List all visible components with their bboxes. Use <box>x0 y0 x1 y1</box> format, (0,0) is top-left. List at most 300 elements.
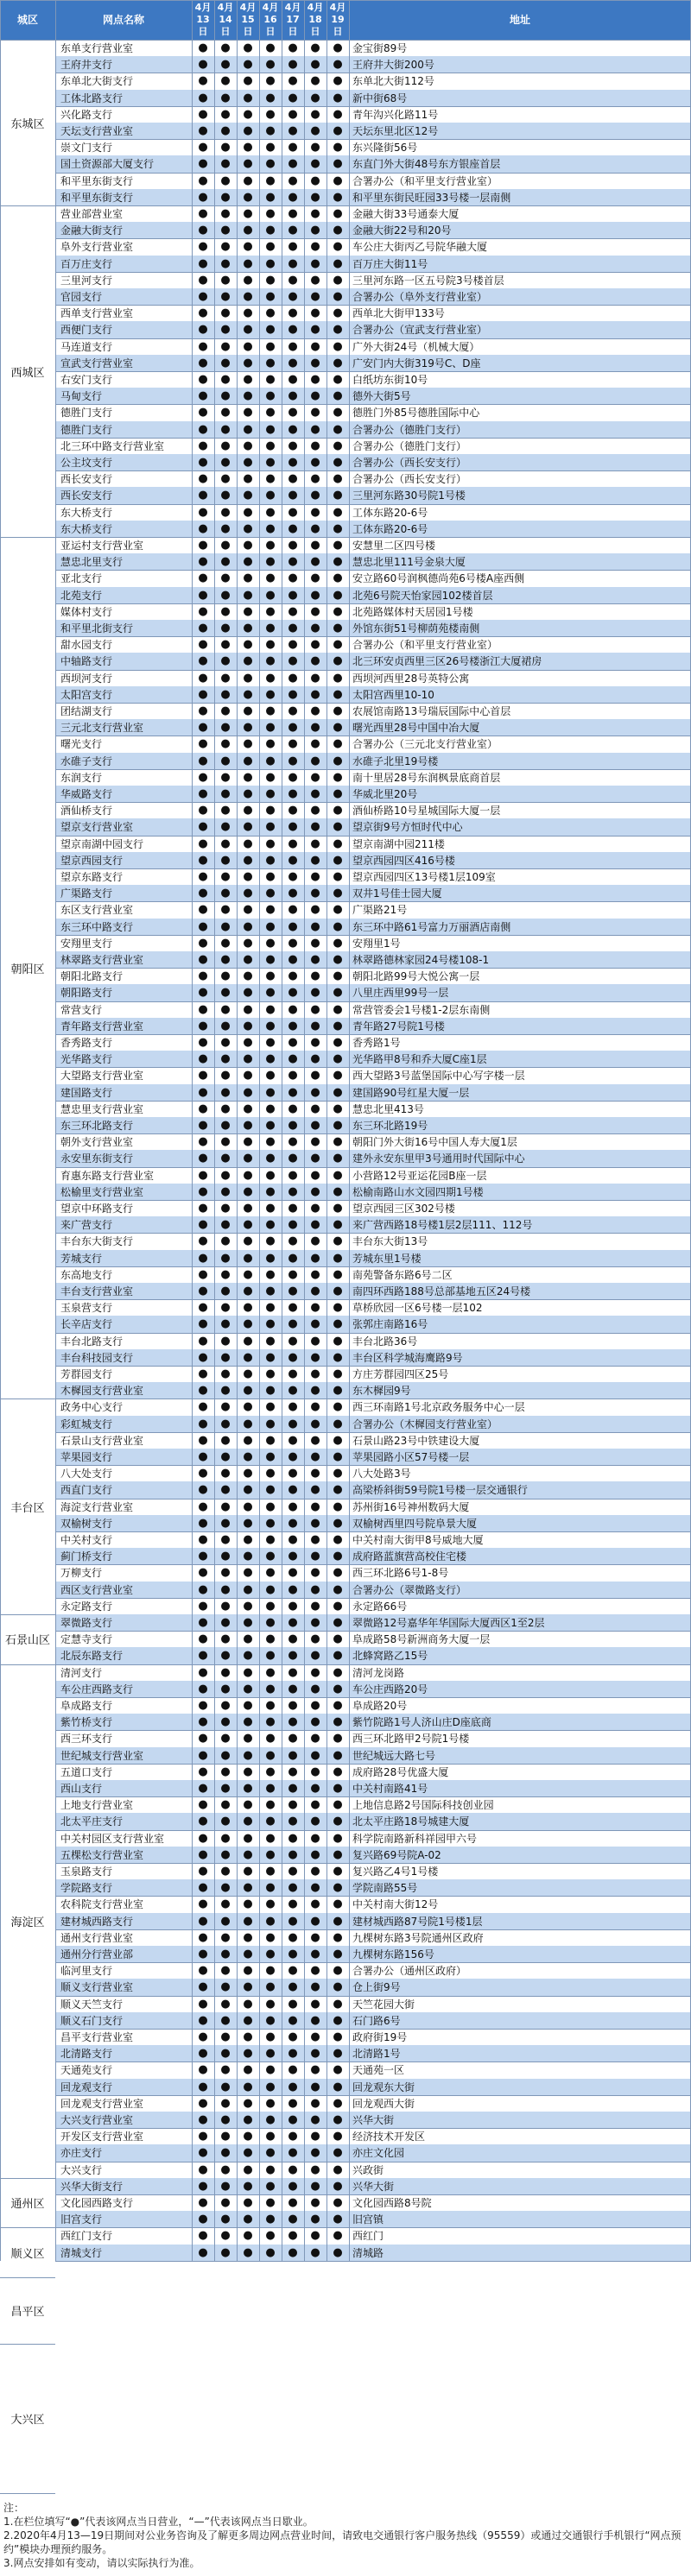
branch-name: 水碓子支行 <box>60 754 113 767</box>
open-mark: ● <box>243 1732 253 1746</box>
open-mark: ● <box>310 588 320 602</box>
branch-address: 西大望路3号蓝堡国际中心写字楼一层 <box>352 1070 525 1083</box>
open-mark: ● <box>265 671 276 685</box>
open-mark: ● <box>288 903 298 917</box>
branch-name: 光华路支行 <box>60 1053 113 1066</box>
open-mark: ● <box>310 356 320 369</box>
open-mark: ● <box>198 1317 208 1331</box>
open-mark: ● <box>265 588 276 602</box>
open-mark: ● <box>265 919 276 933</box>
open-mark: ● <box>220 1798 231 1812</box>
open-mark: ● <box>198 290 208 304</box>
open-mark: ● <box>310 1847 320 1861</box>
open-mark: ● <box>288 1599 298 1613</box>
open-mark: ● <box>243 1135 253 1149</box>
open-mark: ● <box>220 1384 231 1398</box>
open-mark: ● <box>288 356 298 369</box>
open-mark: ● <box>220 290 231 304</box>
open-mark: ● <box>198 91 208 104</box>
open-mark: ● <box>333 1168 343 1182</box>
branch-name: 慧忠北里支行 <box>60 556 124 569</box>
branch-name: 丰台北路支行 <box>60 1335 124 1348</box>
branch-name: 中关村支行 <box>60 1534 113 1547</box>
open-mark: ● <box>243 1119 253 1133</box>
open-mark: ● <box>198 853 208 867</box>
open-mark: ● <box>333 273 343 287</box>
open-mark: ● <box>265 141 276 155</box>
open-mark: ● <box>333 903 343 917</box>
open-mark: ● <box>333 1367 343 1381</box>
branch-address: 合署办公（通州区政府） <box>352 1965 467 1978</box>
open-mark: ● <box>333 1616 343 1630</box>
header-district: 城区 <box>0 0 55 40</box>
open-mark: ● <box>265 2096 276 2110</box>
open-mark: ● <box>333 2229 343 2243</box>
open-mark: ● <box>220 1566 231 1580</box>
open-mark: ● <box>198 1782 208 1796</box>
branch-name: 昌平支行营业室 <box>60 2031 134 2044</box>
open-mark: ● <box>333 986 343 1000</box>
open-mark: ● <box>198 207 208 221</box>
open-mark: ● <box>310 1748 320 1762</box>
open-mark: ● <box>220 2196 231 2210</box>
open-mark: ● <box>243 406 253 420</box>
open-mark: ● <box>310 853 320 867</box>
open-mark: ● <box>265 887 276 900</box>
open-mark: ● <box>220 1285 231 1298</box>
open-mark: ● <box>288 1102 298 1115</box>
open-mark: ● <box>333 2096 343 2110</box>
header-date-5 <box>304 0 326 40</box>
open-mark: ● <box>220 1400 231 1414</box>
column-divider <box>259 0 260 2261</box>
open-mark: ● <box>265 157 276 171</box>
column-divider <box>55 0 56 2261</box>
open-mark: ● <box>243 373 253 387</box>
open-mark: ● <box>310 1582 320 1596</box>
open-mark: ● <box>288 41 298 55</box>
open-mark: ● <box>220 903 231 917</box>
branch-name: 慧忠里支行营业室 <box>60 1102 144 1115</box>
branch-address: 白纸坊东街10号 <box>352 374 428 387</box>
open-mark: ● <box>333 1782 343 1796</box>
open-mark: ● <box>265 1897 276 1911</box>
open-mark: ● <box>310 91 320 104</box>
branch-address: 王府井大街200号 <box>352 59 434 72</box>
open-mark: ● <box>333 704 343 718</box>
branch-name: 兴化路支行 <box>60 108 113 121</box>
district-label: 大兴区 <box>10 2413 45 2427</box>
open-mark: ● <box>198 2146 208 2160</box>
open-mark: ● <box>333 1002 343 1016</box>
open-mark: ● <box>265 1251 276 1265</box>
open-mark: ● <box>265 687 276 701</box>
open-mark: ● <box>288 58 298 72</box>
branch-name: 亚运村支行营业室 <box>60 540 144 552</box>
open-mark: ● <box>265 1367 276 1381</box>
open-mark: ● <box>333 207 343 221</box>
open-mark: ● <box>265 2030 276 2044</box>
branch-address: 成府路28号优盛大厦 <box>352 1765 449 1778</box>
open-mark: ● <box>310 2096 320 2110</box>
open-mark: ● <box>288 2245 298 2259</box>
open-mark: ● <box>265 1516 276 1530</box>
open-mark: ● <box>198 339 208 353</box>
open-mark: ● <box>288 2030 298 2044</box>
open-mark: ● <box>243 323 253 337</box>
branch-address: 来广营西路18号楼1层2层111、112号 <box>352 1219 533 1232</box>
open-mark: ● <box>198 571 208 585</box>
branch-address: 望京街9号方恒时代中心 <box>352 821 463 834</box>
open-mark: ● <box>243 1914 253 1928</box>
open-mark: ● <box>265 1715 276 1729</box>
branch-name: 广渠路支行 <box>60 887 113 900</box>
open-mark: ● <box>198 1152 208 1165</box>
open-mark: ● <box>198 804 208 818</box>
branch-name: 上地支行营业室 <box>60 1799 134 1812</box>
open-mark: ● <box>333 1881 343 1895</box>
branch-address: 合署办公（木樨园支行营业室） <box>352 1417 498 1430</box>
open-mark: ● <box>243 1980 253 1994</box>
branch-name: 崇文门支行 <box>60 142 113 155</box>
open-mark: ● <box>243 1483 253 1497</box>
open-mark: ● <box>220 1069 231 1083</box>
open-mark: ● <box>243 687 253 701</box>
branch-address: 苏州街16号神州数码大厦 <box>352 1500 470 1513</box>
open-mark: ● <box>220 1500 231 1513</box>
branch-address: 北苑6号院天怡家园102楼首层 <box>352 589 493 602</box>
open-mark: ● <box>333 1550 343 1563</box>
header-date-month: 4月 <box>239 2 257 13</box>
open-mark: ● <box>333 1184 343 1198</box>
open-mark: ● <box>310 2063 320 2077</box>
open-mark: ● <box>220 2179 231 2193</box>
open-mark: ● <box>288 1450 298 1464</box>
open-mark: ● <box>288 1285 298 1298</box>
open-mark: ● <box>288 107 298 121</box>
open-mark: ● <box>333 224 343 237</box>
open-mark: ● <box>198 2196 208 2210</box>
open-mark: ● <box>333 124 343 138</box>
open-mark: ● <box>220 505 231 519</box>
open-mark: ● <box>288 2113 298 2127</box>
open-mark: ● <box>288 91 298 104</box>
open-mark: ● <box>333 622 343 635</box>
open-mark: ● <box>310 2146 320 2160</box>
open-mark: ● <box>265 953 276 967</box>
open-mark: ● <box>333 240 343 254</box>
open-mark: ● <box>220 1715 231 1729</box>
branch-address: 太阳宫西里10-10 <box>352 688 434 701</box>
open-mark: ● <box>198 1599 208 1613</box>
open-mark: ● <box>333 1847 343 1861</box>
open-mark: ● <box>198 1119 208 1133</box>
open-mark: ● <box>243 1218 253 1232</box>
open-mark: ● <box>310 2013 320 2027</box>
open-mark: ● <box>220 1234 231 1248</box>
open-mark: ● <box>288 1052 298 1066</box>
open-mark: ● <box>220 870 231 884</box>
open-mark: ● <box>243 107 253 121</box>
open-mark: ● <box>333 2162 343 2176</box>
open-mark: ● <box>333 1533 343 1547</box>
open-mark: ● <box>265 356 276 369</box>
open-mark: ● <box>198 1135 208 1149</box>
open-mark: ● <box>198 58 208 72</box>
open-mark: ● <box>310 539 320 552</box>
branch-name: 中轴路支行 <box>60 655 113 668</box>
open-mark: ● <box>198 1500 208 1513</box>
open-mark: ● <box>310 339 320 353</box>
branch-name: 马连道支行 <box>60 340 113 353</box>
open-mark: ● <box>198 1483 208 1497</box>
open-mark: ● <box>288 2179 298 2193</box>
open-mark: ● <box>265 1234 276 1248</box>
open-mark: ● <box>288 489 298 502</box>
open-mark: ● <box>265 107 276 121</box>
open-mark: ● <box>243 654 253 668</box>
open-mark: ● <box>220 306 231 320</box>
open-mark: ● <box>265 969 276 983</box>
branch-address: 车公庄西路20号 <box>352 1683 428 1695</box>
notes-line-0: 注： <box>3 2502 25 2514</box>
branch-name: 西长安支行 <box>60 489 113 502</box>
open-mark: ● <box>333 1152 343 1165</box>
branch-address: 西红门 <box>352 2230 384 2243</box>
open-mark: ● <box>243 1384 253 1398</box>
branch-address: 双榆树西里四号院阜景大厦 <box>352 1517 478 1530</box>
branch-address: 建材城西路87号院1号楼1层 <box>352 1915 483 1928</box>
open-mark: ● <box>198 2229 208 2243</box>
open-mark: ● <box>220 953 231 967</box>
open-mark: ● <box>198 1682 208 1695</box>
open-mark: ● <box>243 754 253 767</box>
open-mark: ● <box>243 190 253 204</box>
open-mark: ● <box>288 622 298 635</box>
open-mark: ● <box>310 1334 320 1348</box>
branch-name: 甜水园支行 <box>60 639 113 652</box>
open-mark: ● <box>288 306 298 320</box>
branch-name: 永安里东街支行 <box>60 1152 134 1165</box>
open-mark: ● <box>310 373 320 387</box>
branch-name: 旧宫支行 <box>60 2213 103 2226</box>
open-mark: ● <box>310 2080 320 2093</box>
branch-address: 回龙观东大街 <box>352 2080 415 2093</box>
open-mark: ● <box>220 986 231 1000</box>
open-mark: ● <box>243 91 253 104</box>
open-mark: ● <box>333 1301 343 1315</box>
open-mark: ● <box>288 456 298 470</box>
branch-address: 水碓子北里19号楼 <box>352 754 439 767</box>
open-mark: ● <box>265 2130 276 2144</box>
branch-address: 东兴隆街56号 <box>352 142 418 155</box>
open-mark: ● <box>310 1002 320 1016</box>
open-mark: ● <box>220 604 231 618</box>
open-mark: ● <box>288 1914 298 1928</box>
branch-address: 朝阳门外大街16号中国人寿大厦1层 <box>352 1136 517 1149</box>
open-mark: ● <box>310 1218 320 1232</box>
branch-name: 东单北大街支行 <box>60 75 134 88</box>
branch-name: 东大桥支行 <box>60 506 113 519</box>
open-mark: ● <box>288 1566 298 1580</box>
open-mark: ● <box>310 521 320 535</box>
branch-address: 广外大街24号（机械大厦） <box>352 340 480 353</box>
branch-name: 长辛店支行 <box>60 1318 113 1331</box>
open-mark: ● <box>243 604 253 618</box>
open-mark: ● <box>243 2179 253 2193</box>
open-mark: ● <box>220 1119 231 1133</box>
open-mark: ● <box>333 157 343 171</box>
open-mark: ● <box>333 1267 343 1281</box>
open-mark: ● <box>333 687 343 701</box>
open-mark: ● <box>333 521 343 535</box>
open-mark: ● <box>265 638 276 652</box>
open-mark: ● <box>310 207 320 221</box>
open-mark: ● <box>333 1914 343 1928</box>
open-mark: ● <box>265 1865 276 1878</box>
branch-address: 酒仙桥路10号星城国际大厦一层 <box>352 805 501 818</box>
branch-name: 华威路支行 <box>60 788 113 801</box>
open-mark: ● <box>265 2229 276 2243</box>
open-mark: ● <box>220 1019 231 1032</box>
open-mark: ● <box>243 721 253 735</box>
branch-name: 三元北支行营业室 <box>60 722 144 735</box>
open-mark: ● <box>243 936 253 950</box>
open-mark: ● <box>333 58 343 72</box>
branch-address: 文化园西路8号院 <box>352 2197 432 2210</box>
branch-name: 双榆树支行 <box>60 1517 113 1530</box>
open-mark: ● <box>288 1317 298 1331</box>
open-mark: ● <box>243 1251 253 1265</box>
open-mark: ● <box>220 141 231 155</box>
open-mark: ● <box>243 737 253 751</box>
open-mark: ● <box>265 1500 276 1513</box>
open-mark: ● <box>198 1897 208 1911</box>
open-mark: ● <box>265 1550 276 1563</box>
open-mark: ● <box>310 2130 320 2144</box>
branch-name: 西长安支行 <box>60 473 113 486</box>
open-mark: ● <box>310 654 320 668</box>
branch-address: 望京南湖中园211楼 <box>352 837 445 850</box>
open-mark: ● <box>243 887 253 900</box>
open-mark: ● <box>265 654 276 668</box>
open-mark: ● <box>265 539 276 552</box>
open-mark: ● <box>265 1334 276 1348</box>
open-mark: ● <box>220 1218 231 1232</box>
open-mark: ● <box>310 837 320 850</box>
branch-address: 合署办公（西长安支行） <box>352 457 467 470</box>
district-divider <box>0 2493 55 2494</box>
open-mark: ● <box>243 141 253 155</box>
open-mark: ● <box>243 1168 253 1182</box>
open-mark: ● <box>243 1036 253 1050</box>
branch-name: 望京支行营业室 <box>60 821 134 834</box>
branch-address: 北蜂窝路乙15号 <box>352 1650 428 1663</box>
branch-address: 复兴路69号院A-02 <box>352 1848 441 1861</box>
branch-name: 亦庄支行 <box>60 2147 103 2160</box>
open-mark: ● <box>243 2030 253 2044</box>
open-mark: ● <box>333 1052 343 1066</box>
open-mark: ● <box>198 389 208 403</box>
header-date-3 <box>259 0 282 40</box>
open-mark: ● <box>265 622 276 635</box>
open-mark: ● <box>333 1483 343 1497</box>
branch-address: 德外大街5号 <box>352 390 411 403</box>
open-mark: ● <box>265 1467 276 1481</box>
open-mark: ● <box>220 2113 231 2127</box>
branch-name: 建国路支行 <box>60 1086 113 1099</box>
branch-address: 成府路蓝旗营高校住宅楼 <box>352 1550 467 1563</box>
open-mark: ● <box>220 1184 231 1198</box>
open-mark: ● <box>288 1616 298 1630</box>
open-mark: ● <box>310 1881 320 1895</box>
open-mark: ● <box>288 704 298 718</box>
open-mark: ● <box>310 505 320 519</box>
branch-address: 张郭庄南路16号 <box>352 1318 428 1331</box>
branch-address: 合署办公（阜外支行营业室） <box>352 291 488 304</box>
open-mark: ● <box>243 1433 253 1447</box>
open-mark: ● <box>288 422 298 436</box>
branch-name: 北辰东路支行 <box>60 1650 124 1663</box>
open-mark: ● <box>310 1400 320 1414</box>
branch-address: 慧忠北里111号金泉大厦 <box>352 556 466 569</box>
open-mark: ● <box>265 1119 276 1133</box>
open-mark: ● <box>243 1019 253 1032</box>
open-mark: ● <box>288 157 298 171</box>
open-mark: ● <box>333 654 343 668</box>
open-mark: ● <box>333 1897 343 1911</box>
open-mark: ● <box>243 837 253 850</box>
open-mark: ● <box>310 604 320 618</box>
open-mark: ● <box>288 1665 298 1679</box>
open-mark: ● <box>220 1865 231 1878</box>
open-mark: ● <box>310 1765 320 1778</box>
column-divider <box>0 0 1 2261</box>
branch-address: 金融大街33号通泰大厦 <box>352 208 460 221</box>
open-mark: ● <box>220 687 231 701</box>
open-mark: ● <box>288 770 298 784</box>
open-mark: ● <box>288 2229 298 2243</box>
open-mark: ● <box>220 638 231 652</box>
open-mark: ● <box>198 1616 208 1630</box>
open-mark: ● <box>333 74 343 88</box>
header-date-month: 4月 <box>194 2 212 13</box>
open-mark: ● <box>310 1997 320 2011</box>
open-mark: ● <box>333 373 343 387</box>
district-label: 东城区 <box>10 117 45 131</box>
open-mark: ● <box>243 41 253 55</box>
open-mark: ● <box>288 1334 298 1348</box>
branch-name: 营业部营业室 <box>60 208 124 221</box>
open-mark: ● <box>243 174 253 187</box>
open-mark: ● <box>243 1815 253 1828</box>
branch-address: 北苑路媒体村天居园1号楼 <box>352 605 473 618</box>
open-mark: ● <box>310 1831 320 1845</box>
open-mark: ● <box>288 1782 298 1796</box>
open-mark: ● <box>265 754 276 767</box>
open-mark: ● <box>288 737 298 751</box>
open-mark: ● <box>198 124 208 138</box>
branch-address: 永定路66号 <box>352 1600 408 1613</box>
open-mark: ● <box>220 2146 231 2160</box>
open-mark: ● <box>243 2096 253 2110</box>
branch-address: 天坛东里北区12号 <box>352 125 439 138</box>
open-mark: ● <box>288 339 298 353</box>
open-mark: ● <box>310 2179 320 2193</box>
branch-address: 东三环北路19号 <box>352 1120 428 1133</box>
open-mark: ● <box>198 240 208 254</box>
open-mark: ● <box>265 1218 276 1232</box>
